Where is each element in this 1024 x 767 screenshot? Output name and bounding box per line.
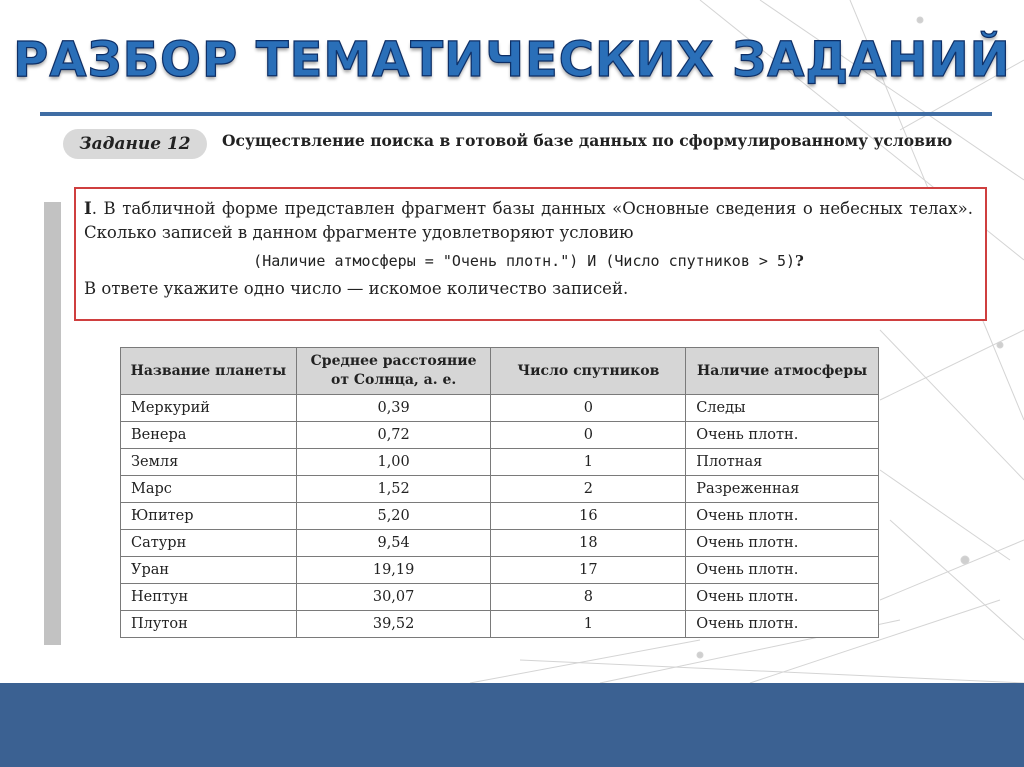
cell-distance: 0,39	[296, 395, 491, 422]
side-accent-bar	[44, 202, 61, 645]
table-row	[121, 557, 879, 584]
cell-planet: Юпитер	[121, 503, 297, 530]
header-atmosphere: Наличие атмосферы	[686, 348, 879, 395]
table-row	[121, 422, 879, 449]
task-badge: Задание 12	[63, 129, 207, 159]
question-box	[74, 187, 987, 321]
answer-hint: В ответе укажите одно число — искомое количество записей.	[84, 279, 629, 298]
cell-atmosphere: Плотная	[686, 449, 879, 476]
cell-atmosphere: Очень плотн.	[686, 422, 879, 449]
question-text	[84, 197, 973, 245]
cell-satellites: 0	[491, 422, 686, 449]
question-mark: ?	[795, 252, 804, 270]
cell-atmosphere: Следы	[686, 395, 879, 422]
cell-satellites: 0	[491, 395, 686, 422]
cell-satellites: 1	[491, 449, 686, 476]
cell-atmosphere: Разреженная	[686, 476, 879, 503]
task-description: Осуществление поиска в готовой базе данных по сформулированному условию	[222, 131, 953, 150]
slide-title: РАЗБОР ТЕМАТИЧЕСКИХ ЗАДАНИЙ	[13, 32, 1011, 88]
cell-planet: Меркурий	[121, 395, 297, 422]
header-satellites: Число спутников	[491, 348, 686, 395]
cell-atmosphere: Очень плотн.	[686, 584, 879, 611]
header-distance: Среднее расстояние от Солнца, а. е.	[296, 348, 491, 395]
header-planet-name: Название планеты	[121, 348, 297, 395]
cell-satellites: 8	[491, 584, 686, 611]
planets-table	[120, 347, 879, 638]
cell-distance: 9,54	[296, 530, 491, 557]
slide-footer-band	[0, 683, 1024, 767]
cell-distance: 5,20	[296, 503, 491, 530]
cell-distance: 1,00	[296, 449, 491, 476]
cell-planet: Земля	[121, 449, 297, 476]
question-condition-line	[84, 245, 973, 277]
question-number: I	[84, 199, 92, 218]
question-body: . В табличной форме представлен фрагмент базы данных «Основные сведения о небесных телах». Сколько записей в данном фрагменте удовлетворяют условию	[84, 199, 973, 242]
cell-planet: Венера	[121, 422, 297, 449]
cell-satellites: 16	[491, 503, 686, 530]
cell-satellites: 17	[491, 557, 686, 584]
cell-planet: Уран	[121, 557, 297, 584]
table-row	[121, 503, 879, 530]
table-row	[121, 584, 879, 611]
table-header-row	[121, 348, 879, 395]
cell-distance: 1,52	[296, 476, 491, 503]
cell-satellites: 1	[491, 611, 686, 638]
question-condition: (Наличие атмосферы = "Очень плотн.") И (Число спутников > 5)	[253, 252, 796, 270]
cell-atmosphere: Очень плотн.	[686, 611, 879, 638]
table-row	[121, 449, 879, 476]
cell-satellites: 2	[491, 476, 686, 503]
table-row	[121, 611, 879, 638]
cell-atmosphere: Очень плотн.	[686, 557, 879, 584]
cell-distance: 0,72	[296, 422, 491, 449]
cell-distance: 39,52	[296, 611, 491, 638]
cell-atmosphere: Очень плотн.	[686, 503, 879, 530]
cell-planet: Нептун	[121, 584, 297, 611]
table-row	[121, 395, 879, 422]
table-row	[121, 476, 879, 503]
cell-satellites: 18	[491, 530, 686, 557]
table-row	[121, 530, 879, 557]
cell-distance: 30,07	[296, 584, 491, 611]
cell-planet: Марс	[121, 476, 297, 503]
cell-distance: 19,19	[296, 557, 491, 584]
cell-planet: Плутон	[121, 611, 297, 638]
title-divider	[40, 112, 992, 116]
cell-atmosphere: Очень плотн.	[686, 530, 879, 557]
cell-planet: Сатурн	[121, 530, 297, 557]
